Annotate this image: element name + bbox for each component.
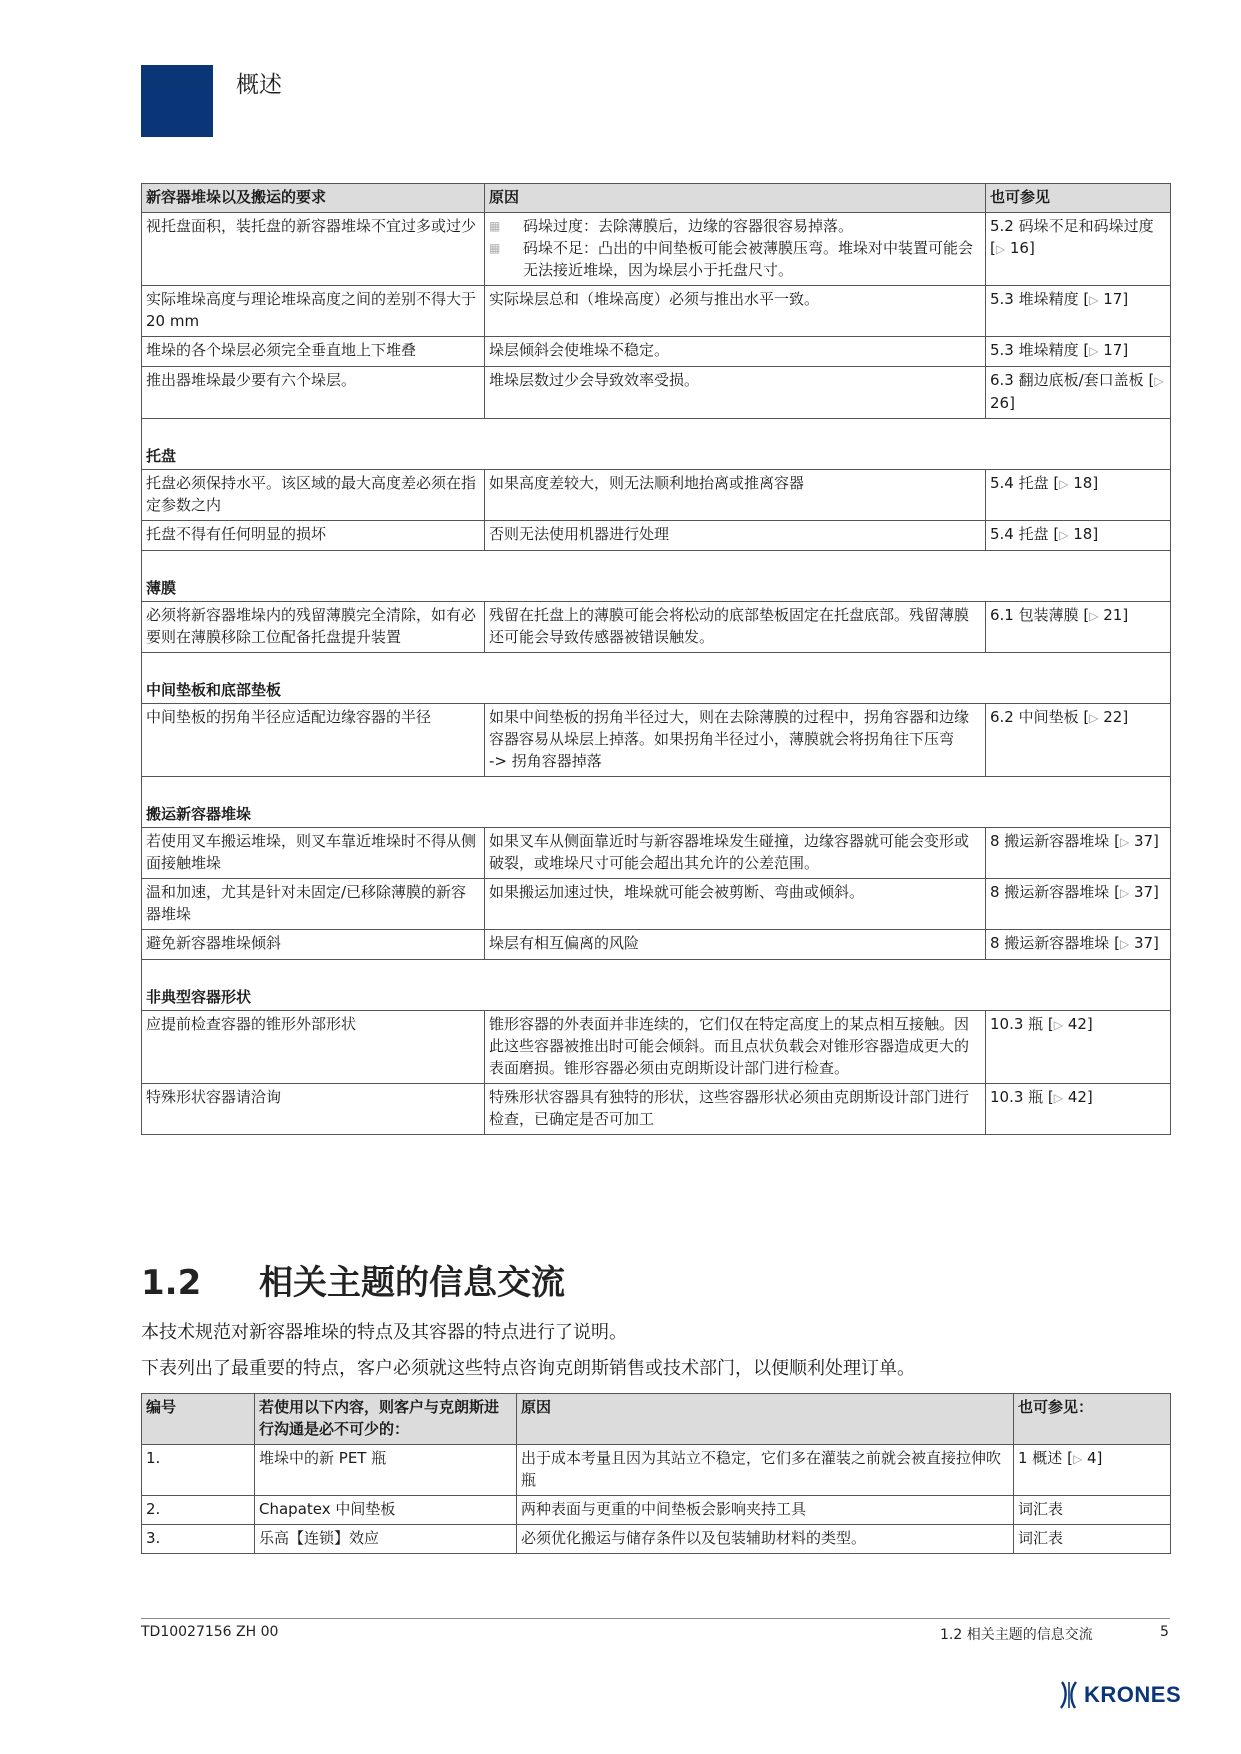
reason-cell: 垛层倾斜会使堆垛不稳定。 xyxy=(485,337,986,367)
see-also-cell xyxy=(986,930,1171,960)
see-also-cell xyxy=(986,1084,1171,1135)
reason-cell: 两种表面与更重的中间垫板会影响夹持工具 xyxy=(517,1496,1014,1525)
footer-page-number: 5 xyxy=(1160,1624,1169,1640)
requirement-cell: 特殊形状容器请洽询 xyxy=(142,1084,485,1135)
reason-cell: 残留在托盘上的薄膜可能会将松动的底部垫板固定在托盘底部。残留薄膜还可能会导致传感器被错误触发。 xyxy=(485,602,986,653)
page-pointer-icon: ▷ xyxy=(1119,886,1130,900)
section-row-transport xyxy=(142,777,1171,828)
table-row xyxy=(142,286,1171,337)
page-pointer-icon: ▷ xyxy=(1119,937,1130,951)
table-row xyxy=(142,1525,1171,1554)
page-pointer-icon: ▷ xyxy=(1089,609,1099,623)
bullet-item xyxy=(489,237,981,281)
requirement-cell: 避免新容器堆垛倾斜 xyxy=(142,930,485,960)
table-row xyxy=(142,828,1171,879)
see-also-link[interactable]: 5.4 托盘 [ xyxy=(990,525,1060,543)
table-row xyxy=(142,930,1171,960)
reason-cell: 如果高度差较大，则无法顺利地抬离或推离容器 xyxy=(485,470,986,521)
reason-cell: 堆垛层数过少会导致效率受损。 xyxy=(485,367,986,419)
section-row-film xyxy=(142,551,1171,602)
table-row xyxy=(142,521,1171,551)
see-also-link[interactable]: 8 搬运新容器堆垛 [ xyxy=(990,934,1120,952)
number-cell: 3. xyxy=(142,1525,255,1554)
page-pointer-icon: ▷ xyxy=(1154,374,1164,388)
see-also-cell[interactable]: 词汇表 xyxy=(1014,1525,1171,1554)
see-also-cell xyxy=(986,704,1171,777)
requirement-cell: 推出器堆垛最少要有六个垛层。 xyxy=(142,367,485,419)
see-also-page[interactable]: 17] xyxy=(1103,341,1129,359)
see-also-cell xyxy=(986,521,1171,551)
bullet-icon: ▦ xyxy=(489,241,501,255)
table-row xyxy=(142,1011,1171,1084)
page-pointer-icon: ▷ xyxy=(1089,711,1099,725)
see-also-page[interactable]: 37] xyxy=(1133,832,1159,850)
see-also-page[interactable]: 17] xyxy=(1103,290,1129,308)
table-row xyxy=(142,1496,1171,1525)
see-also-link[interactable]: 1 概述 [ xyxy=(1018,1449,1073,1467)
table-header-row xyxy=(142,184,1171,213)
reason-cell: 如果搬运加速过快，堆垛就可能会被剪断、弯曲或倾斜。 xyxy=(485,879,986,930)
footer-divider xyxy=(141,1618,1170,1619)
see-also-link[interactable]: 8 搬运新容器堆垛 [ xyxy=(990,832,1120,850)
see-also-link[interactable]: 5.4 托盘 [ xyxy=(990,474,1060,492)
table-row xyxy=(142,213,1171,286)
table-row xyxy=(142,1084,1171,1135)
page-pointer-icon: ▷ xyxy=(1053,1091,1064,1105)
see-also-page[interactable]: 42] xyxy=(1067,1015,1093,1033)
table-row xyxy=(142,367,1171,419)
page-pointer-icon: ▷ xyxy=(1072,1452,1083,1466)
see-also-page[interactable]: 37] xyxy=(1133,883,1159,901)
see-also-page[interactable]: 4] xyxy=(1086,1449,1103,1467)
table-row xyxy=(142,704,1171,777)
section-label-transport: 搬运新容器堆垛 xyxy=(142,777,1171,828)
see-also-link[interactable]: 5.3 堆垛精度 [ xyxy=(990,341,1090,359)
number-cell: 1. xyxy=(142,1445,255,1496)
requirement-cell: 托盘必须保持水平。该区域的最大高度差必须在指定参数之内 xyxy=(142,470,485,521)
header-blue-square xyxy=(141,65,213,137)
requirement-cell: 中间垫板的拐角半径应适配边缘容器的半径 xyxy=(142,704,485,777)
item-cell: Chapatex 中间垫板 xyxy=(255,1496,517,1525)
section-label-pad: 中间垫板和底部垫板 xyxy=(142,653,1171,704)
reason-cell: 必须优化搬运与储存条件以及包装辅助材料的类型。 xyxy=(517,1525,1014,1554)
see-also-page[interactable]: 26] xyxy=(990,394,1015,412)
number-cell: 2. xyxy=(142,1496,255,1525)
see-also-cell xyxy=(986,337,1171,367)
requirement-cell: 托盘不得有任何明显的损坏 xyxy=(142,521,485,551)
see-also-cell[interactable]: 词汇表 xyxy=(1014,1496,1171,1525)
reason-cell: 否则无法使用机器进行处理 xyxy=(485,521,986,551)
requirement-cell: 必须将新容器堆垛内的残留薄膜完全清除，如有必要则在薄膜移除工位配备托盘提升装置 xyxy=(142,602,485,653)
page-pointer-icon: ▷ xyxy=(1089,344,1099,358)
reason-cell xyxy=(485,213,986,286)
see-also-link[interactable]: 6.1 包装薄膜 [ xyxy=(990,606,1090,624)
table-row xyxy=(142,879,1171,930)
section-row-pallet xyxy=(142,419,1171,470)
see-also-cell xyxy=(986,828,1171,879)
krones-logo-mark-icon xyxy=(1058,1680,1080,1710)
header-requirement: 新容器堆垛以及搬运的要求 xyxy=(142,184,485,213)
table-row xyxy=(142,337,1171,367)
page-pointer-icon: ▷ xyxy=(1059,528,1069,542)
table-row xyxy=(142,1445,1171,1496)
see-also-page[interactable]: 37] xyxy=(1133,934,1159,952)
see-also-link[interactable]: 5.3 堆垛精度 [ xyxy=(990,290,1090,308)
intro-paragraph: 本技术规范对新容器堆垛的特点及其容器的特点进行了说明。 xyxy=(141,1322,627,1343)
see-also-cell xyxy=(986,470,1171,521)
requirement-cell: 视托盘面积，装托盘的新容器堆垛不宜过多或过少 xyxy=(142,213,485,286)
header-see-also: 也可参见 xyxy=(986,184,1171,213)
reason-text: 如果中间垫板的拐角半径过大，则在去除薄膜的过程中，拐角容器和边缘容器容易从垛层上掉落。如果拐角半径过小，薄膜就会将拐角往下压弯 xyxy=(489,708,970,748)
requirement-cell: 若使用叉车搬运堆垛，则叉车靠近堆垛时不得从侧面接触堆垛 xyxy=(142,828,485,879)
page-pointer-icon: ▷ xyxy=(1119,835,1130,849)
header-see-also: 也可参见： xyxy=(1014,1394,1171,1445)
see-also-page[interactable]: 18] xyxy=(1073,474,1099,492)
bullet-text: 码垛不足：凸出的中间垫板可能会被薄膜压弯。堆垛对中装置可能会无法接近堆垛，因为垛层小于托盘尺寸。 xyxy=(523,239,974,279)
krones-logo xyxy=(1058,1680,1181,1710)
see-also-cell xyxy=(986,879,1171,930)
instruction-paragraph: 下表列出了最重要的特点，客户必须就这些特点咨询克朗斯销售或技术部门，以便顺利处理订单。 xyxy=(141,1358,915,1379)
section-heading xyxy=(141,1255,565,1304)
footer-section-ref: 1.2 相关主题的信息交流 xyxy=(940,1627,1093,1643)
section-number: 1.2 xyxy=(141,1263,202,1303)
reason-cell: 锥形容器的外表面并非连续的，它们仅在特定高度上的某点相互接触。因此这些容器被推出时可能会倾斜。而且点状负载会对锥形容器造成更大的表面磨损。锥形容器必须由克朗斯设计部门进行检查。 xyxy=(485,1011,986,1084)
header-reason: 原因 xyxy=(517,1394,1014,1445)
header-reason: 原因 xyxy=(485,184,986,213)
reason-consequence: -> 拐角容器掉落 xyxy=(489,752,602,770)
see-also-page[interactable]: 18] xyxy=(1073,525,1099,543)
section-row-shape xyxy=(142,960,1171,1011)
bullet-item xyxy=(489,215,981,237)
header-number: 编号 xyxy=(142,1394,255,1445)
see-also-cell xyxy=(986,213,1171,286)
table-row xyxy=(142,602,1171,653)
requirement-cell: 堆垛的各个垛层必须完全垂直地上下堆叠 xyxy=(142,337,485,367)
see-also-cell xyxy=(986,1011,1171,1084)
info-table xyxy=(141,1393,1171,1554)
see-also-cell xyxy=(986,367,1171,419)
bullet-text: 码垛过度：去除薄膜后，边缘的容器很容易掉落。 xyxy=(523,217,854,235)
table-row xyxy=(142,470,1171,521)
item-cell: 堆垛中的新 PET 瓶 xyxy=(255,1445,517,1496)
reason-cell: 如果叉车从侧面靠近时与新容器堆垛发生碰撞，边缘容器就可能会变形或破裂，或堆垛尺寸可能会超出其允许的公差范围。 xyxy=(485,828,986,879)
requirement-cell: 应提前检查容器的锥形外部形状 xyxy=(142,1011,485,1084)
see-also-link[interactable]: 6.3 翻边底板/套口盖板 [ xyxy=(990,371,1155,389)
page-pointer-icon: ▷ xyxy=(1053,1018,1064,1032)
reason-cell: 出于成本考量且因为其站立不稳定，它们多在灌装之前就会被直接拉伸吹瓶 xyxy=(517,1445,1014,1496)
see-also-page[interactable]: 16] xyxy=(1009,239,1035,257)
page-pointer-icon: ▷ xyxy=(1059,477,1069,491)
header-item: 若使用以下内容，则客户与克朗斯进行沟通是必不可少的： xyxy=(255,1394,517,1445)
requirement-cell: 温和加速，尤其是针对未固定/已移除薄膜的新容器堆垛 xyxy=(142,879,485,930)
reason-cell: 实际垛层总和（堆垛高度）必须与推出水平一致。 xyxy=(485,286,986,337)
requirement-cell: 实际堆垛高度与理论堆垛高度之间的差别不得大于 20 mm xyxy=(142,286,485,337)
section-label-pallet: 托盘 xyxy=(142,419,1171,470)
see-also-page[interactable]: 22] xyxy=(1103,708,1129,726)
section-label-shape: 非典型容器形状 xyxy=(142,960,1171,1011)
page-pointer-icon: ▷ xyxy=(995,242,1006,256)
see-also-link[interactable]: 10.3 瓶 [ xyxy=(990,1088,1054,1106)
see-also-cell xyxy=(986,286,1171,337)
see-also-page[interactable]: 42] xyxy=(1067,1088,1093,1106)
reason-cell xyxy=(485,704,986,777)
krones-logo-text: KRONES xyxy=(1084,1682,1182,1707)
page-pointer-icon: ▷ xyxy=(1089,293,1099,307)
see-also-link[interactable]: 6.2 中间垫板 [ xyxy=(990,708,1090,726)
see-also-link[interactable]: 8 搬运新容器堆垛 [ xyxy=(990,883,1120,901)
section-title: 相关主题的信息交流 xyxy=(259,1263,565,1303)
reason-cell: 特殊形状容器具有独特的形状，这些容器形状必须由克朗斯设计部门进行检查，已确定是否可加工 xyxy=(485,1084,986,1135)
bullet-icon: ▦ xyxy=(489,219,501,233)
table-header-row xyxy=(142,1394,1171,1445)
see-also-link[interactable]: 10.3 瓶 [ xyxy=(990,1015,1054,1033)
see-also-page[interactable]: 21] xyxy=(1103,606,1129,624)
header-title: 概述 xyxy=(236,72,282,98)
see-also-cell xyxy=(1014,1445,1171,1496)
reason-cell: 垛层有相互偏离的风险 xyxy=(485,930,986,960)
see-also-cell xyxy=(986,602,1171,653)
footer-doc-id: TD10027156 ZH 00 xyxy=(141,1624,279,1640)
section-row-pad xyxy=(142,653,1171,704)
requirements-table xyxy=(141,183,1171,1135)
see-also-link[interactable]: 5.2 码垛不足和码垛过度 [ xyxy=(990,217,1154,257)
item-cell: 乐高【连锁】效应 xyxy=(255,1525,517,1554)
section-label-film: 薄膜 xyxy=(142,551,1171,602)
